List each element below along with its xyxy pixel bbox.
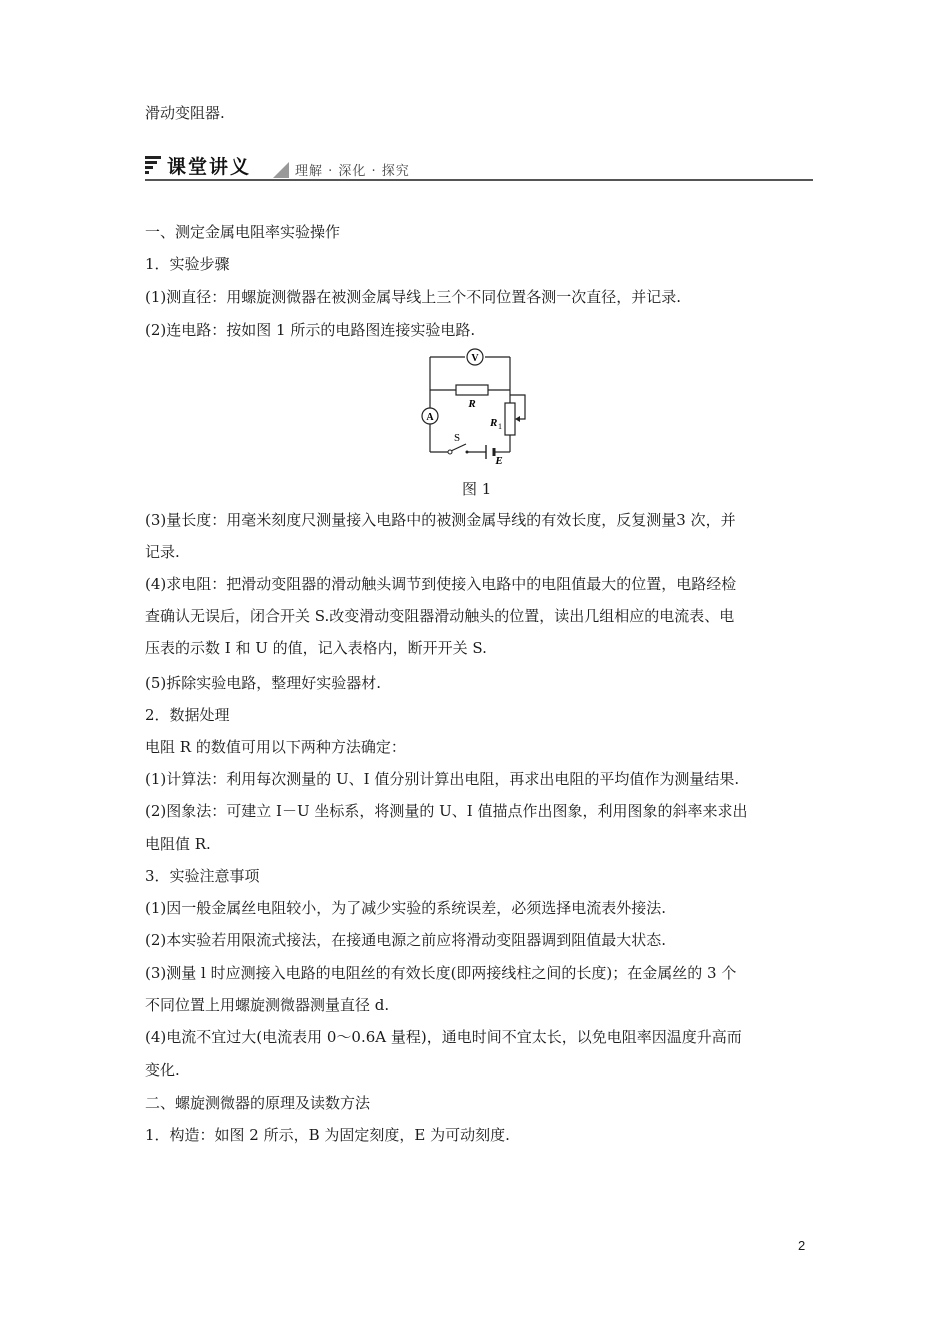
- banner-rule: [145, 179, 813, 181]
- rheostat-subscript: 1: [498, 422, 502, 431]
- note3-line2: 不同位置上用螺旋测微器测量直径 d.: [145, 996, 390, 1014]
- step4-line2: 查确认无误后，闭合开关 S.改变滑动变阻器滑动触头的位置，读出几组相应的电流表、电: [145, 607, 735, 625]
- step3-line1: (3)量长度：用毫米刻度尺测量接入电路中的被测金属导线的有效长度，反复测量3 次，并: [145, 511, 736, 529]
- note1-text: (1)因一般金属丝电阻较小，为了减少实验的系统误差，必须选择电流表外接法.: [145, 899, 667, 917]
- section2-sub1: 1．构造：如图 2 所示，B 为固定刻度，E 为可动刻度.: [145, 1126, 510, 1144]
- rheostat-label: R: [490, 417, 498, 429]
- switch-label: S: [453, 432, 461, 444]
- note4-line2: 变化.: [145, 1061, 180, 1079]
- step4-line3: 压表的示数 I 和 U 的值，记入表格内，断开开关 S.: [145, 639, 487, 657]
- section-banner: [145, 150, 813, 182]
- battery-label: E: [495, 455, 503, 465]
- data-method2-line1: (2)图象法：可建立 I－U 坐标系，将测量的 U、I 值描点作出图象，利用图象的斜率来求出: [145, 802, 748, 820]
- note4-line1: (4)电流不宜过大(电流表用 0～0.6A 量程)，通电时间不宜太长，以免电阻率因温度升高而: [145, 1028, 742, 1046]
- section1-heading: 一、测定金属电阻率实验操作: [145, 223, 341, 241]
- section2-heading: 二、螺旋测微器的原理及读数方法: [145, 1094, 371, 1112]
- resistor-r-icon: [456, 385, 488, 395]
- data-method1: (1)计算法：利用每次测量的 U、I 值分别计算出电阻，再求出电阻的平均值作为测量结果.: [145, 770, 740, 788]
- page-number: 2: [798, 1238, 806, 1253]
- switch-icon: [451, 444, 466, 451]
- section1-sub1: 1．实验步骤: [145, 255, 230, 273]
- step1-text: (1)测直径：用螺旋测微器在被测金属导线上三个不同位置各测一次直径，并记录.: [145, 288, 682, 306]
- section1-sub3: 3．实验注意事项: [145, 867, 260, 885]
- section1-sub2: 2．数据处理: [145, 706, 230, 724]
- banner-title: 课堂讲义: [167, 156, 252, 178]
- step4-line1: (4)求电阻：把滑动变阻器的滑动触头调节到使接入电路中的电阻值最大的位置，电路经检: [145, 575, 737, 593]
- data-method2-line2: 电阻值 R.: [145, 835, 211, 853]
- banner-stripe-icon: [145, 156, 163, 176]
- banner-subtitle: 理解 · 深化 · 探究: [295, 164, 410, 179]
- resistor-label: R: [468, 398, 476, 410]
- voltmeter-label: V: [471, 353, 479, 364]
- figure1-caption: 图 1: [462, 480, 492, 498]
- ammeter-label: A: [426, 412, 434, 423]
- step3-line2: 记录.: [145, 543, 180, 561]
- note3-line1: (3)测量 l 时应测接入电路的电阻丝的有效长度(即两接线柱之间的长度)；在金属丝的 3 个: [145, 964, 737, 982]
- note2-text: (2)本实验若用限流式接法，在接通电源之前应将滑动变阻器调到阻值最大状态.: [145, 931, 667, 949]
- step2-text: (2)连电路：按如图 1 所示的电路图连接实验电路.: [145, 321, 476, 339]
- circuit-diagram: [410, 345, 540, 465]
- data-intro: 电阻 R 的数值可用以下两种方法确定：: [145, 738, 406, 756]
- banner-divider-icon: [273, 162, 289, 178]
- rheostat-icon: [505, 403, 515, 435]
- top-line-text: 滑动变阻器.: [145, 104, 225, 122]
- step5-text: (5)拆除实验电路，整理好实验器材.: [145, 674, 382, 692]
